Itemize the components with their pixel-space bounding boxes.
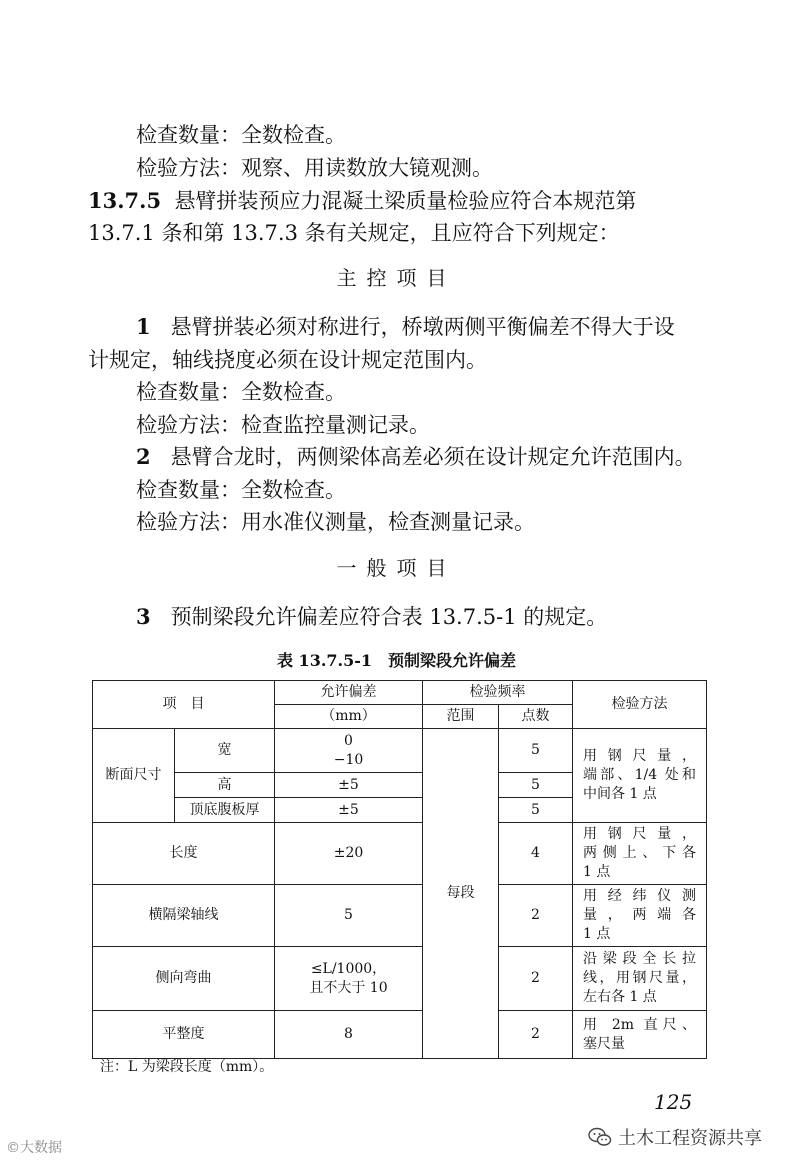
body-line: 检查数量：全数检查。 — [136, 380, 346, 404]
table-caption: 表 13.7.5-1 预制梁段允许偏差 — [276, 651, 517, 670]
item-1 — [136, 312, 675, 342]
header-points: 点数 — [499, 705, 573, 729]
method-cell — [573, 823, 707, 885]
table-row — [93, 885, 707, 947]
method-line: 左右各 1 点 — [583, 989, 657, 1005]
tolerance-cell: 5 — [275, 885, 423, 947]
sub-item: 顶底腹板厚 — [175, 798, 275, 823]
points-cell: 2 — [499, 947, 573, 1011]
item-text: 悬臂拼装必须对称进行，桥墩两侧平衡偏差不得大于设 — [170, 315, 675, 339]
body-line: 检验方法：用水准仪测量，检查测量记录。 — [136, 510, 535, 534]
watermark-left: ©大数据 — [6, 1140, 62, 1156]
method-line: 用钢尺量， — [583, 748, 696, 764]
tolerance-cell — [275, 729, 423, 773]
points-cell: 5 — [499, 773, 573, 798]
table-row — [93, 823, 707, 885]
page-number: 125 — [654, 1090, 693, 1114]
header-method: 检验方法 — [573, 681, 707, 729]
tolerance-line: 0 — [344, 732, 353, 749]
header-item: 项 目 — [93, 681, 275, 729]
item-cell: 平整度 — [93, 1011, 275, 1059]
method-cell — [573, 885, 707, 947]
watermark-right — [588, 1124, 762, 1150]
points-cell: 4 — [499, 823, 573, 885]
header-frequency: 检验频率 — [423, 681, 573, 705]
method-line: 两侧上、下各 — [583, 845, 696, 861]
section-number: 13.7.5 — [88, 188, 162, 213]
tolerance-cell: ±20 — [275, 823, 423, 885]
method-cell — [573, 1011, 707, 1059]
tolerance-cell: ±5 — [275, 773, 423, 798]
method-line: 中间各 1 点 — [583, 786, 657, 802]
table-row — [93, 1011, 707, 1059]
section-heading-13-7-5 — [88, 186, 636, 216]
sub-item: 高 — [175, 773, 275, 798]
points-cell: 5 — [499, 729, 573, 773]
item-number: 2 — [136, 444, 151, 469]
header-range: 范围 — [423, 705, 499, 729]
tolerance-table — [92, 680, 707, 1059]
table-row — [93, 947, 707, 1011]
item-number: 1 — [136, 314, 151, 339]
wechat-icon — [588, 1127, 612, 1147]
sub-item: 宽 — [175, 729, 275, 773]
table-note: 注：L 为梁段长度（mm）。 — [100, 1059, 274, 1075]
item-cell: 长度 — [93, 823, 275, 885]
header-unit: （mm） — [275, 705, 423, 729]
general-heading: 一般项目 — [336, 556, 457, 580]
header-tolerance: 允许偏差 — [275, 681, 423, 705]
tolerance-cell — [275, 947, 423, 1011]
body-line: 13.7.1 条和第 13.7.3 条有关规定，且应符合下列规定： — [88, 221, 620, 245]
method-cell — [573, 947, 707, 1011]
table-row — [93, 729, 707, 773]
section-size-label: 断面尺寸 — [93, 729, 175, 823]
body-line: 检验方法：观察、用读数放大镜观测。 — [136, 156, 493, 180]
method-line: 用钢尺量， — [583, 826, 696, 842]
item-3 — [136, 602, 607, 632]
body-line: 检查数量：全数检查。 — [136, 478, 346, 502]
watermark-right-text: 土木工程资源共享 — [618, 1128, 762, 1149]
item-text: 预制梁段允许偏差应符合表 13.7.5-1 的规定。 — [170, 605, 608, 629]
method-cell — [573, 729, 707, 823]
item-2 — [136, 442, 696, 472]
points-cell: 2 — [499, 885, 573, 947]
points-cell: 2 — [499, 1011, 573, 1059]
item-number: 3 — [136, 604, 151, 629]
method-line: 端部、1/4 处和 — [583, 767, 696, 783]
points-cell: 5 — [499, 798, 573, 823]
range-cell: 每段 — [423, 729, 499, 1059]
tolerance-cell: 8 — [275, 1011, 423, 1059]
method-line: 塞尺量 — [583, 1035, 625, 1052]
body-line: 检查数量：全数检查。 — [136, 123, 346, 147]
tolerance-line: −10 — [333, 751, 364, 768]
method-line: 线，用钢尺量， — [583, 970, 696, 986]
method-line: 用 2m 直尺、 — [583, 1016, 696, 1033]
tolerance-line: ≤L/1000， — [310, 960, 387, 977]
main-control-heading: 主控项目 — [336, 266, 457, 290]
body-line: 检验方法：检查监控量测记录。 — [136, 413, 430, 437]
method-line: 沿梁段全长拉 — [583, 951, 696, 967]
method-line: 1 点 — [583, 926, 611, 942]
tolerance-line: 且不大于 10 — [309, 979, 388, 996]
section-text: 悬臂拼装预应力混凝土梁质量检验应符合本规范第 — [174, 189, 637, 213]
method-line: 1 点 — [583, 864, 611, 880]
table-header-row — [93, 681, 707, 705]
body-line: 计规定，轴线挠度必须在设计规定范围内。 — [88, 348, 487, 372]
method-line: 用经纬仪测 — [583, 888, 696, 904]
method-line: 量，两端各 — [583, 907, 696, 923]
item-text: 悬臂合龙时，两侧梁体高差必须在设计规定允许范围内。 — [170, 445, 696, 469]
item-cell: 侧向弯曲 — [93, 947, 275, 1011]
tolerance-cell: ±5 — [275, 798, 423, 823]
item-cell: 横隔梁轴线 — [93, 885, 275, 947]
